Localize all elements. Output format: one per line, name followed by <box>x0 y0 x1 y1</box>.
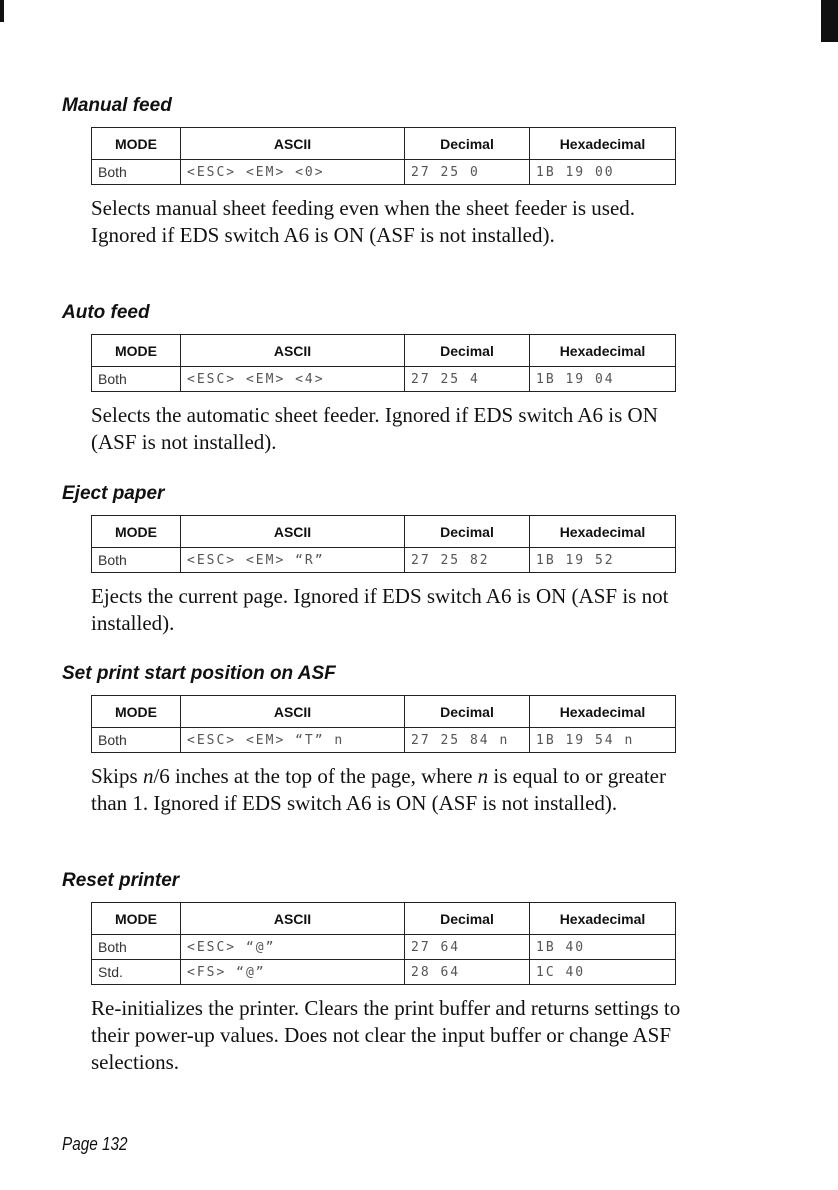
header-mode: MODE <box>92 903 181 935</box>
section-description: Selects the automatic sheet feeder. Ignored if EDS switch A6 is ON (ASF is not installed). <box>91 403 658 454</box>
section-heading: Reset printer <box>62 870 180 891</box>
desc-text: is equal to or greater than 1. Ignored if EDS switch A6 is ON (ASF is not installed). <box>91 764 666 815</box>
cell-hex: 1B 40 <box>530 935 676 960</box>
header-decimal: Decimal <box>405 128 530 160</box>
section-manual-feed <box>62 94 702 249</box>
header-decimal: Decimal <box>405 335 530 367</box>
cell-hex: 1C 40 <box>530 960 676 985</box>
cell-decimal: 27 64 <box>405 935 530 960</box>
header-ascii: ASCII <box>181 335 405 367</box>
section-description: Re-initializes the printer. Clears the print buffer and returns settings to their power-up values. Does not clear the input buffer or change ASF selections. <box>91 996 681 1074</box>
header-decimal: Decimal <box>405 516 530 548</box>
header-decimal: Decimal <box>405 696 530 728</box>
header-hex: Hexadecimal <box>530 516 676 548</box>
header-hex: Hexadecimal <box>530 696 676 728</box>
cell-decimal: 27 25 82 <box>405 548 530 573</box>
cell-mode: Both <box>92 728 181 753</box>
desc-variable: n <box>477 764 489 788</box>
cell-hex: 1B 19 00 <box>530 160 676 185</box>
cell-ascii: <ESC> <EM> <4> <box>181 367 405 392</box>
cell-mode: Both <box>92 548 181 573</box>
header-mode: MODE <box>92 128 181 160</box>
section-auto-feed <box>62 301 702 456</box>
cell-hex: 1B 19 52 <box>530 548 676 573</box>
command-table <box>91 515 676 573</box>
table-row <box>92 367 676 392</box>
header-hex: Hexadecimal <box>530 128 676 160</box>
command-table <box>91 695 676 753</box>
cell-ascii: <ESC> <EM> “R” <box>181 548 405 573</box>
cell-decimal: 27 25 4 <box>405 367 530 392</box>
section-description: Selects manual sheet feeding even when the sheet feeder is used. Ignored if EDS switch A6 is ON (ASF is not installed). <box>91 196 636 247</box>
table-row <box>92 935 676 960</box>
command-table <box>91 334 676 392</box>
section-heading: Set print start position on ASF <box>62 663 336 684</box>
cell-ascii: <ESC> “@” <box>181 935 405 960</box>
cell-mode: Both <box>92 160 181 185</box>
section-description <box>91 763 701 817</box>
header-mode: MODE <box>92 516 181 548</box>
section-set-print-start <box>62 662 702 817</box>
cell-mode: Both <box>92 367 181 392</box>
cell-decimal: 27 25 0 <box>405 160 530 185</box>
desc-text: Skips <box>91 764 143 788</box>
cell-hex: 1B 19 54 n <box>530 728 676 753</box>
header-ascii: ASCII <box>181 696 405 728</box>
header-ascii: ASCII <box>181 516 405 548</box>
cell-mode: Both <box>92 935 181 960</box>
header-mode: MODE <box>92 696 181 728</box>
section-heading: Auto feed <box>62 302 150 323</box>
cell-ascii: <ESC> <EM> “T” n <box>181 728 405 753</box>
desc-text: /6 inches at the top of the page, where <box>153 764 478 788</box>
table-header-row <box>92 903 676 935</box>
table-row <box>92 548 676 573</box>
table-header-row <box>92 335 676 367</box>
scan-mark-right <box>821 0 838 42</box>
table-header-row <box>92 696 676 728</box>
cell-ascii: <ESC> <EM> <0> <box>181 160 405 185</box>
command-table <box>91 902 676 985</box>
header-hex: Hexadecimal <box>530 903 676 935</box>
table-row <box>92 160 676 185</box>
cell-decimal: 27 25 84 n <box>405 728 530 753</box>
header-ascii: ASCII <box>181 903 405 935</box>
command-table <box>91 127 676 185</box>
cell-decimal: 28 64 <box>405 960 530 985</box>
cell-mode: Std. <box>92 960 181 985</box>
desc-variable: n <box>142 764 154 788</box>
header-mode: MODE <box>92 335 181 367</box>
cell-ascii: <FS> “@” <box>181 960 405 985</box>
scan-mark-left <box>0 0 4 22</box>
header-decimal: Decimal <box>405 903 530 935</box>
section-heading: Eject paper <box>62 483 165 504</box>
section-reset-printer <box>62 869 702 1076</box>
page-number: Page 132 <box>62 1134 128 1154</box>
table-header-row <box>92 516 676 548</box>
header-ascii: ASCII <box>181 128 405 160</box>
table-row <box>92 728 676 753</box>
section-heading: Manual feed <box>62 95 172 116</box>
table-row <box>92 960 676 985</box>
table-header-row <box>92 128 676 160</box>
section-eject-paper <box>62 482 702 637</box>
section-description: Ejects the current page. Ignored if EDS switch A6 is ON (ASF is not installed). <box>91 584 669 635</box>
cell-hex: 1B 19 04 <box>530 367 676 392</box>
header-hex: Hexadecimal <box>530 335 676 367</box>
